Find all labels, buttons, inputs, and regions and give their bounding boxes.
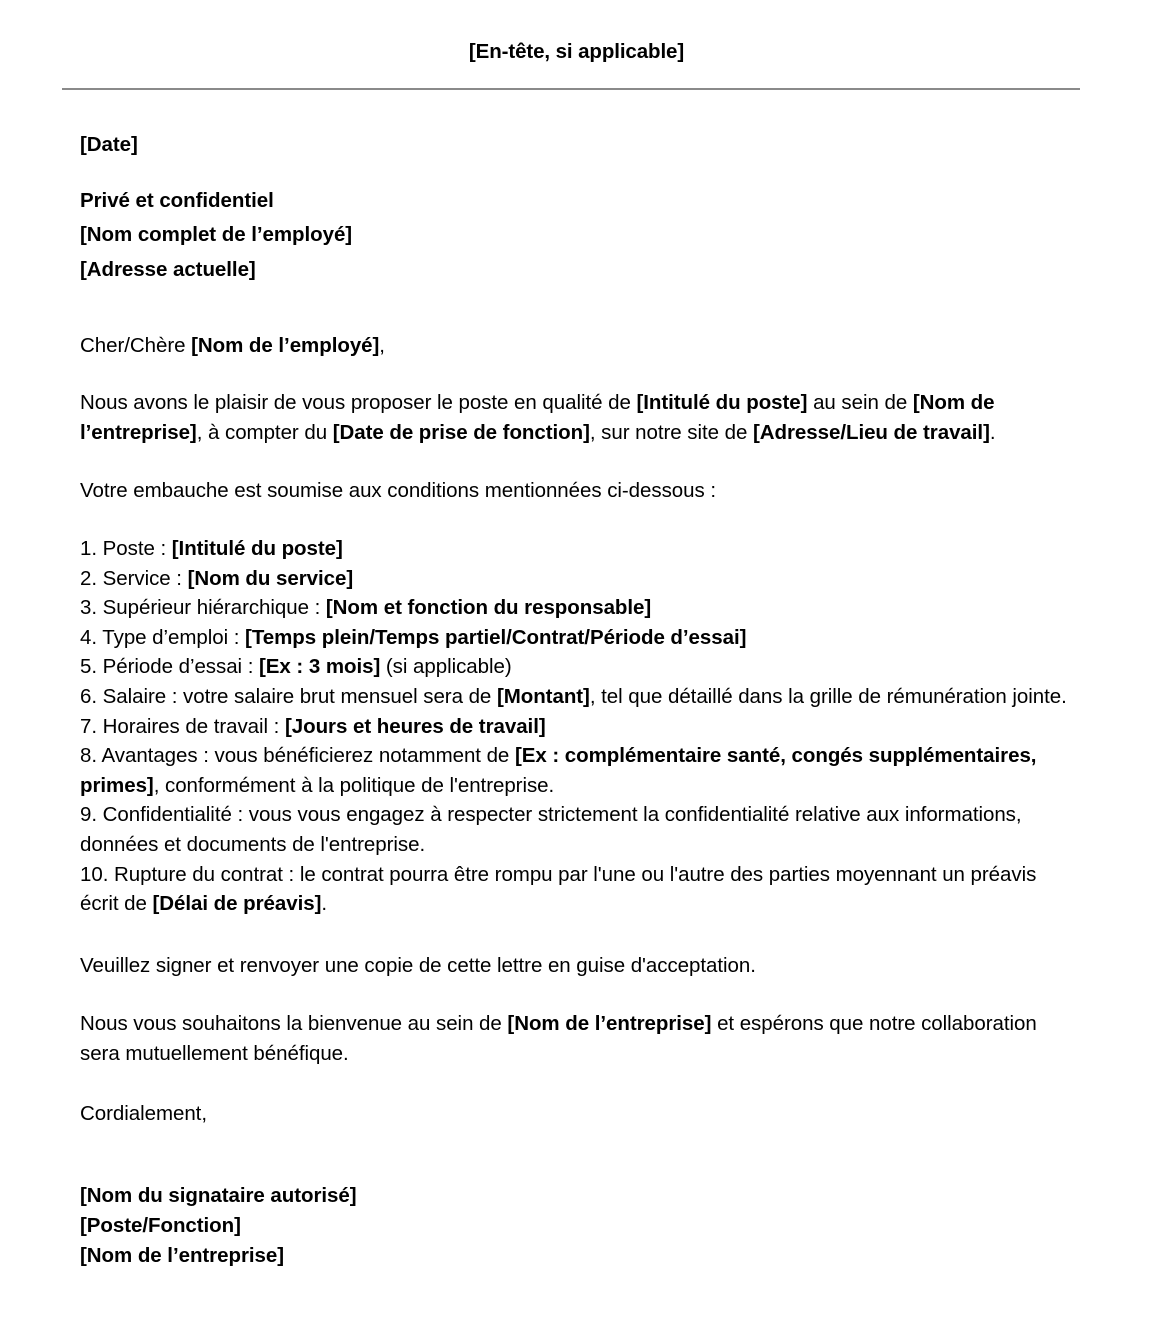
- condition-placeholder: [Délai de préavis]: [152, 892, 322, 916]
- intro-company-placeholder: [Nom de l’entreprise]: [80, 391, 995, 445]
- condition-placeholder: [Montant]: [496, 685, 590, 709]
- intro-text-5: .: [989, 421, 996, 445]
- condition-text-1: Supérieur hiérarchique :: [97, 596, 326, 620]
- condition-number: 3.: [80, 596, 97, 620]
- salutation-line: [80, 331, 1080, 361]
- condition-item: [80, 534, 1080, 564]
- conditions-intro: Votre embauche est soumise aux conditions mentionnées ci-dessous :: [80, 479, 716, 503]
- condition-text-2: (si applicable): [380, 655, 512, 679]
- signature-request-paragraph: Veuillez signer et renvoyer une copie de cette lettre en guise d'acceptation.: [80, 953, 756, 977]
- condition-text-1: Période d’essai :: [97, 655, 259, 679]
- condition-number: 8.: [80, 744, 97, 768]
- condition-item: [80, 593, 1080, 623]
- condition-placeholder: [Temps plein/Temps partiel/Contrat/Période d’essai]: [245, 625, 747, 649]
- condition-text-1: Type d’emploi :: [97, 625, 246, 649]
- welcome-text-2: et espérons que notre collaboration sera mutuellement bénéfique.: [80, 1011, 1037, 1065]
- welcome-company-placeholder: [Nom de l’entreprise]: [507, 1011, 712, 1035]
- condition-number: 4.: [80, 625, 97, 649]
- welcome-paragraph: [80, 1009, 1080, 1069]
- condition-text-2: , tel que détaillé dans la grille de rémunération jointe.: [589, 685, 1067, 709]
- header-divider: [62, 88, 1080, 90]
- condition-text-1: Poste :: [97, 536, 172, 560]
- condition-number: 9.: [80, 803, 97, 827]
- condition-number: 10.: [80, 862, 109, 886]
- document-body: [0, 130, 1153, 1271]
- signer-name-placeholder: [Nom du signataire autorisé]: [80, 1183, 357, 1207]
- condition-item: [80, 623, 1080, 653]
- confidentiality-label: Privé et confidentiel: [80, 188, 274, 212]
- condition-text-2: .: [321, 892, 328, 916]
- recipient-name-placeholder: [Nom complet de l’employé]: [80, 223, 353, 247]
- salutation-prefix: Cher/Chère: [80, 334, 192, 358]
- condition-text-1: Confidentialité : vous vous engagez à respecter strictement la confidentialité relative aux informations, données et documents de l'entreprise.: [80, 803, 1022, 857]
- condition-text-1: Avantages : vous bénéficierez notamment de: [97, 744, 515, 768]
- closing-salutation: Cordialement,: [80, 1101, 207, 1125]
- condition-text-1: Salaire : votre salaire brut mensuel sera de: [97, 685, 497, 709]
- condition-item: [80, 741, 1080, 800]
- document-header-title: [En-tête, si applicable]: [468, 40, 685, 63]
- condition-placeholder: [Jours et heures de travail]: [284, 714, 546, 738]
- conditions-list: [80, 534, 1080, 919]
- intro-location-placeholder: [Adresse/Lieu de travail]: [752, 421, 990, 445]
- condition-text-1: Service :: [97, 566, 188, 590]
- condition-number: 7.: [80, 714, 97, 738]
- condition-number: 1.: [80, 536, 97, 560]
- condition-number: 6.: [80, 685, 97, 709]
- condition-item: [80, 652, 1080, 682]
- welcome-text-1: Nous vous souhaitons la bienvenue au sein de: [80, 1011, 508, 1035]
- condition-placeholder: [Ex : complémentaire santé, congés supplémentaires, primes]: [80, 744, 1037, 797]
- intro-start-date-placeholder: [Date de prise de fonction]: [332, 421, 590, 445]
- signer-company-placeholder: [Nom de l’entreprise]: [80, 1243, 284, 1267]
- condition-placeholder: [Nom du service]: [187, 566, 354, 590]
- recipient-address-placeholder: [Adresse actuelle]: [80, 258, 256, 282]
- condition-placeholder: [Ex : 3 mois]: [259, 655, 381, 679]
- date-placeholder: [Date]: [80, 132, 138, 156]
- intro-job-title-placeholder: [Intitulé du poste]: [636, 391, 808, 415]
- condition-item: [80, 564, 1080, 594]
- salutation-name-placeholder: [Nom de l’employé]: [191, 334, 380, 358]
- intro-paragraph: [80, 388, 1080, 448]
- condition-number: 2.: [80, 566, 97, 590]
- signer-title-placeholder: [Poste/Fonction]: [80, 1213, 241, 1237]
- intro-text-2: au sein de: [807, 391, 913, 415]
- salutation-suffix: ,: [379, 334, 385, 358]
- condition-item: [80, 860, 1080, 919]
- signature-block: [80, 1181, 1080, 1271]
- condition-placeholder: [Nom et fonction du responsable]: [325, 596, 652, 620]
- condition-placeholder: [Intitulé du poste]: [171, 536, 343, 560]
- condition-item: [80, 800, 1080, 859]
- condition-text-1: Rupture du contrat : le contrat pourra être rompu par l'une ou l'autre des parties moyennant un préavis écrit de: [80, 862, 1037, 916]
- intro-text-1: Nous avons le plaisir de vous proposer le poste en qualité de: [80, 391, 637, 415]
- condition-item: [80, 682, 1080, 712]
- intro-text-3: , à compter du: [196, 421, 333, 445]
- condition-text-2: , conformément à la politique de l'entreprise.: [153, 773, 555, 797]
- intro-text-4: , sur notre site de: [589, 421, 753, 445]
- condition-number: 5.: [80, 655, 97, 679]
- condition-item: [80, 712, 1080, 742]
- condition-text-1: Horaires de travail :: [97, 714, 285, 738]
